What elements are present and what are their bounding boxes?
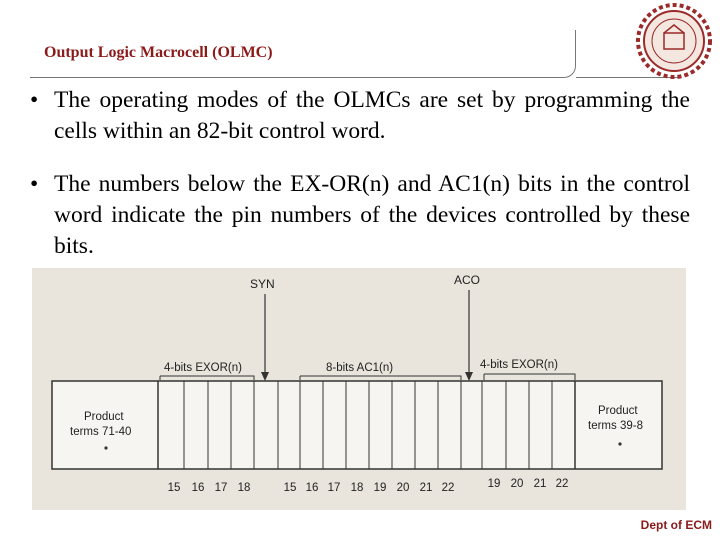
pin-number: 22	[555, 478, 569, 490]
pin-number: 17	[214, 482, 228, 494]
bullet-marker: •	[30, 87, 39, 113]
right-box-line2: terms 39-8	[588, 420, 643, 432]
pin-number: 18	[350, 482, 364, 494]
right-box-line1: Product	[598, 405, 638, 417]
slide-title: Output Logic Macrocell (OLMC)	[44, 44, 273, 61]
bullet-item	[30, 85, 690, 147]
left-box-line1: Product	[84, 411, 124, 423]
bullet-text: The operating modes of the OLMCs are set by programming the cells within an 82-bit control word.	[54, 87, 690, 144]
syn-label: SYN	[250, 277, 275, 291]
group-label-mid: 8-bits AC1(n)	[326, 362, 394, 374]
bullet-marker: •	[30, 171, 39, 197]
pin-number: 17	[327, 482, 341, 494]
pin-number: 21	[533, 478, 547, 490]
pin-number: 20	[396, 482, 410, 494]
pin-number: 21	[419, 482, 433, 494]
pin-number: 16	[305, 482, 319, 494]
pin-number: 15	[167, 482, 181, 494]
group-label-left: 4-bits EXOR(n)	[164, 362, 242, 374]
pin-number: 20	[510, 478, 524, 490]
footer-department: Dept of ECM	[640, 518, 712, 532]
bullet-text: The numbers below the EX-OR(n) and AC1(n) bits in the control word indicate the pin numbers of the devices controlled by these bits.	[54, 171, 690, 259]
bullet-item	[30, 169, 690, 262]
pin-number: 19	[487, 478, 501, 490]
university-seal-icon	[636, 3, 712, 79]
pin-number: 19	[373, 482, 387, 494]
bullet-list	[30, 85, 690, 284]
group-label-right: 4-bits EXOR(n)	[480, 359, 558, 371]
pin-number: 16	[191, 482, 205, 494]
pin-number: 15	[283, 482, 297, 494]
aco-label: ACO	[454, 273, 481, 287]
control-word-bar	[52, 381, 662, 469]
left-box-line2: terms 71-40	[70, 426, 132, 438]
control-word-diagram	[32, 268, 686, 510]
pin-number: 18	[237, 482, 251, 494]
pin-number: 22	[441, 482, 455, 494]
